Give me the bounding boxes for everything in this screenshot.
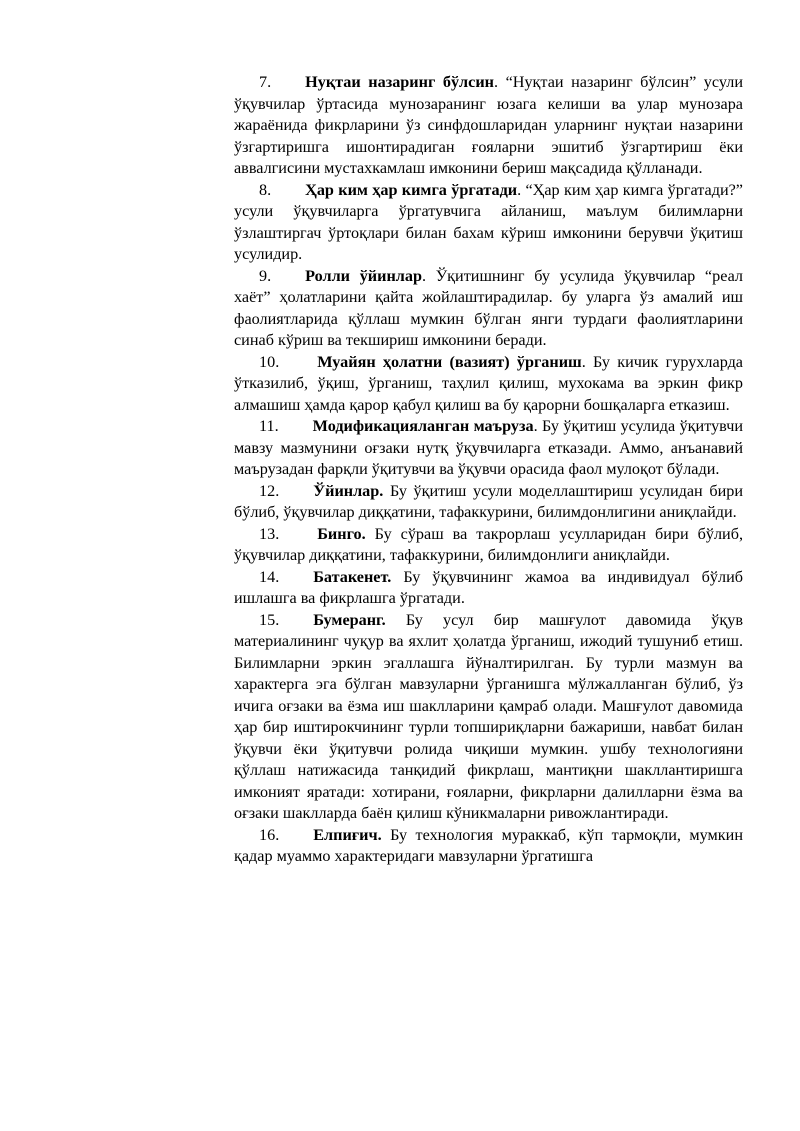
item-title: Ҳар ким ҳар кимга ўргатади	[305, 180, 518, 199]
item-text: Ўқитишнинг бу усулида ўқувчилар “реал хаёт” ҳолатларини қайта жойлаштирадилар. бу уларга ўз амалий иш фаолиятларида қўллаш мумкин бўлган янги турдаги фаолиятларини синаб кўриш ва текшириш имконини беради.	[234, 266, 744, 349]
list-item	[234, 610, 743, 825]
item-title-suffix: .	[493, 73, 499, 91]
item-title-suffix: .	[533, 417, 538, 435]
item-title-suffix: .	[517, 180, 522, 199]
item-text: “Ҳар ким ҳар кимга ўргатади?” усули ўқувчиларга ўргатувчига айланиш, маълум билимларни ўзлаштиргач ўртоқлари билан бахам кўриш имконини берувчи ўқитиш усулидир.	[234, 180, 743, 263]
item-text: Бу технология мураккаб, кўп тармоқли, мумкин қадар муаммо характеридаги мавзуларни ўргатишга	[234, 825, 743, 865]
item-title: Модификацияланган маъруза	[312, 417, 534, 435]
item-text: Бу сўраш ва такрорлаш усулларидан бири бўлиб, ўқувчилар диққатини, тафаккурини, билимдонлиги аниқлайди.	[234, 524, 743, 564]
list-item	[234, 825, 743, 868]
list-item	[234, 266, 743, 352]
item-title: Елпиғич.	[313, 825, 382, 844]
item-number: 16.	[259, 825, 280, 844]
item-number: 12.	[259, 481, 280, 500]
item-title: Бумеранг.	[313, 610, 386, 629]
item-title: Ролли ўйинлар	[305, 266, 422, 285]
item-title: Батакенет.	[313, 567, 392, 586]
item-text: Бу ўқувчининг жамоа ва индивидуал бўлиб ишлашга ва фикрлашга ўргатади.	[234, 567, 743, 607]
item-title-suffix: .	[581, 352, 586, 371]
item-number: 8.	[259, 180, 272, 199]
item-number: 14.	[259, 567, 280, 586]
item-number: 13.	[259, 524, 280, 543]
item-text: Бу усул бир машғулот давомида ўқув материалининг чуқур ва яхлит ҳолатда ўрганиш, ижодий тушуниб етиш. Билимларни эркин эгаллашга йўналтирилган. Бу турли мазмун ва характерга эга бўлган мавзуларни ўрганишга мўлжалланган бўлиб, ўз ичига оғзаки ва ёзма иш шаклларини қамраб олади. Машғулот давомида ҳар бир иштирокчининг турли топшириқларни бажариши, навбат билан ўқувчи ёки ўқитувчи ролида чиқиши мумкин. ушбу технологияни қўллаш натижасида танқидий фикрлаш, мантиқни шакллантиришга имконият яратади: хотирани, ғояларни, фикрларни далилларни ёзма ва оғзаки шаклларда баён қилиш кўникмаларни ривожлантиради.	[234, 610, 743, 822]
item-title: Бинго.	[317, 524, 366, 543]
list-item	[234, 352, 743, 417]
list-item	[234, 567, 743, 610]
list-item	[234, 72, 743, 180]
item-number: 9.	[259, 266, 272, 285]
document-body	[234, 72, 743, 868]
item-title: Муайян ҳолатни (вазият) ўрганиш	[317, 352, 582, 371]
item-title: Ўйинлар.	[313, 481, 384, 500]
item-title: Нуқтаи назаринг бўлсин	[305, 73, 494, 91]
item-text: Бу ўқитиш усули моделлаштириш усулидан бири бўлиб, ўқувчилар диққатини, тафаккурини, билимдонлигини аниқлайди.	[234, 481, 743, 521]
list-item	[234, 180, 743, 266]
item-number: 10.	[259, 352, 280, 371]
list-item	[234, 481, 743, 524]
item-text: Бу ўқитиш усулида ўқитувчи мавзу мазмунини оғзаки нутқ ўқувчиларга етказади. Аммо, анъанавий маърузадан фарқли ўқитувчи ва ўқувчи орасида фаол мулоқот бўлади.	[234, 417, 743, 478]
item-text: Бу кичик гурухларда ўтказилиб, ўқиш, ўрганиш, таҳлил қилиш, мухокама ва эркин фикр алмашиш ҳамда қарор қабул қилиш ва бу қарорни бошқаларга етказиш.	[234, 352, 743, 414]
item-number: 11.	[259, 417, 279, 435]
item-number: 7.	[259, 73, 272, 91]
item-text: “Нуқтаи назаринг бўлсин” усули ўқувчилар ўртасида мунозаранинг юзага келиши ва улар мунозара жараёнида фикрларини ўз синфдошларидан уларнинг нуқтаи назарини ўзгартиришга ишонтирадиган ғояларни эшитиб ўзгартириш ёки аввалгисини мустахкамлаш имконини бериш мақсадида қўлланади.	[234, 73, 743, 177]
list-item	[234, 416, 743, 481]
list-item	[234, 524, 743, 567]
item-title-suffix: .	[421, 266, 427, 285]
item-number: 15.	[259, 610, 280, 629]
